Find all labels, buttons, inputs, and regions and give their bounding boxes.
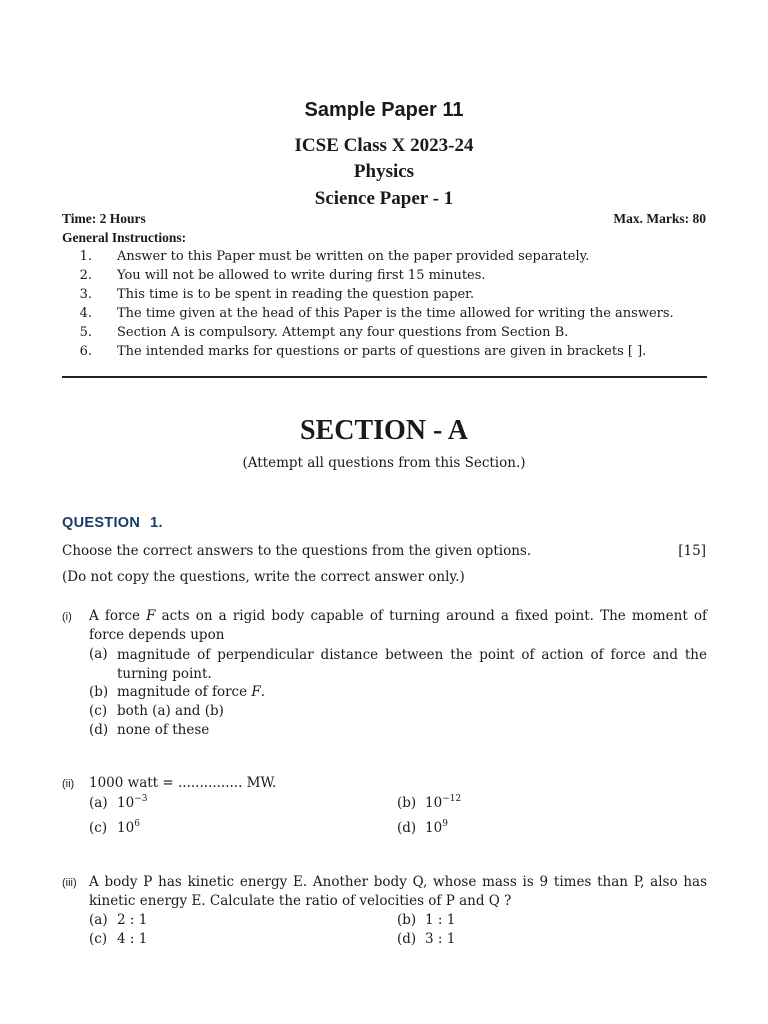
instruction-text: Section A is compulsory. Attempt any four questions from Section B. (117, 325, 569, 340)
question-intro: Choose the correct answers to the questions from the given options. (62, 543, 532, 559)
option-b: (b) 1 : 1 (397, 912, 456, 928)
option-d: (d) $10^9$ (397, 819, 448, 836)
section-subtitle: (Attempt all questions from this Section.) (242, 455, 526, 471)
subquestion-number: (iii) (62, 877, 77, 889)
option-b: (b) $10^{-12}$ (397, 794, 462, 811)
paper-title: Sample Paper 11 (304, 99, 464, 121)
option-a: (a) magnitude of perpendicular distance between the point of action of force and the turning point. (89, 646, 707, 682)
subquestion-number: (i) (62, 611, 72, 623)
option-d: (d) none of these (89, 722, 210, 738)
section-title: SECTION - A (299, 415, 469, 446)
option-b: (b) magnitude of force F. (89, 684, 266, 700)
option-a: (a) $10^{-3}$ (89, 794, 148, 811)
question-label: QUESTION (62, 515, 141, 531)
time-allowed: Time: 2 Hours (62, 211, 146, 226)
instruction-text: This time is to be spent in reading the question paper. (117, 287, 475, 302)
paper-name: Science Paper - 1 (314, 188, 454, 209)
option-c: (c) 4 : 1 (89, 931, 148, 947)
option-c: (c) both (a) and (b) (89, 703, 224, 719)
question-note: (Do not copy the questions, write the correct answer only.) (62, 569, 465, 585)
instruction-text: The time given at the head of this Paper is the time allowed for writing the answers. (117, 306, 674, 321)
divider (62, 376, 707, 378)
question-number: 1. (150, 515, 163, 531)
instruction-number: 5. (79, 325, 92, 340)
subquestion-number: (ii) (62, 778, 75, 790)
instructions-heading: General Instructions: (62, 230, 187, 245)
instruction-number: 4. (79, 306, 92, 321)
option-c: (c) $10^6$ (89, 819, 140, 836)
subject: Physics (353, 161, 415, 182)
subquestion-text: A body P has kinetic energy E. Another body Q, whose mass is 9 times than P, also has kinetic energy E. Calculate the ratio of velocities of P and Q ? (89, 874, 707, 909)
instruction-text: You will not be allowed to write during first 15 minutes. (117, 268, 486, 283)
question-marks: [15] (678, 543, 706, 559)
max-marks: Max. Marks: 80 (613, 211, 706, 226)
instruction-text: The intended marks for questions or parts of questions are given in brackets [ ]. (117, 344, 647, 359)
subquestion-text: A force F acts on a rigid body capable of turning around a fixed point. The moment of force depends upon (89, 608, 707, 643)
instruction-number: 3. (79, 287, 92, 302)
option-d: (d) 3 : 1 (397, 931, 456, 947)
instruction-number: 1. (79, 249, 92, 264)
subquestion-text: 1000 watt = ............... MW. (89, 775, 277, 791)
instruction-number: 2. (79, 268, 92, 283)
instruction-text: Answer to this Paper must be written on the paper provided separately. (117, 249, 590, 264)
instruction-number: 6. (79, 344, 92, 359)
question-heading (62, 515, 163, 531)
option-a: (a) 2 : 1 (89, 912, 148, 928)
board-class: ICSE Class X 2023-24 (294, 135, 474, 156)
